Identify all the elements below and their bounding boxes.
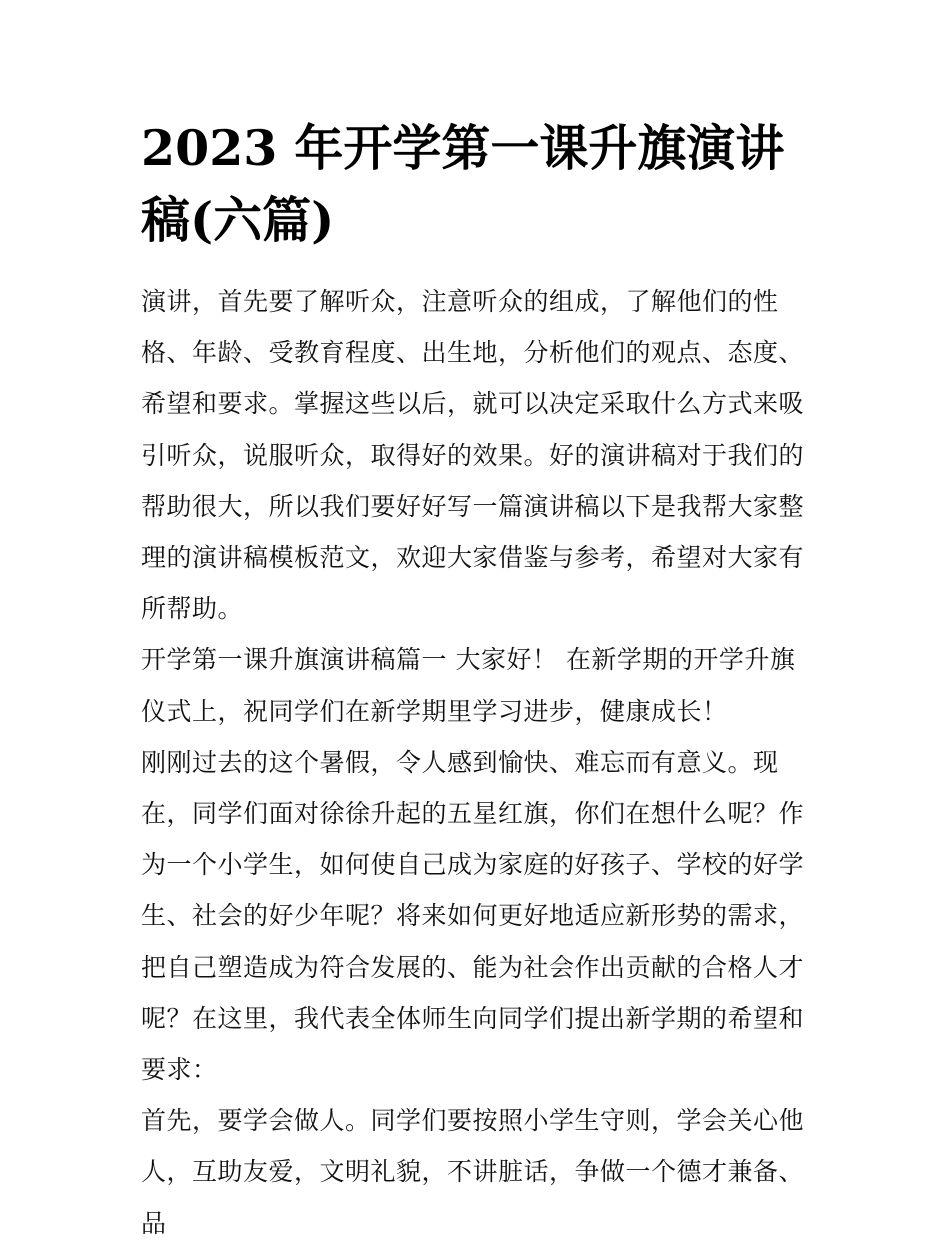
paragraph-greeting: 开学第一课升旗演讲稿篇一 大家好！ 在新学期的开学升旗仪式上，祝同学们在新学期里学习进步，健康成长！	[141, 645, 796, 726]
paragraph-first-point: 首先，要学会做人。同学们要按照小学生守则，学会关心他人，互助友爱，文明礼貌，不讲脏话，争做一个德才兼备、品	[141, 1106, 805, 1238]
document-body	[141, 276, 817, 1249]
document-title: 2023 年开学第一课升旗演讲稿(六篇)	[141, 119, 785, 249]
paragraph-summer: 刚刚过去的这个暑假，令人感到愉快、难忘而有意义。现在，同学们面对徐徐升起的五星红旗，你们在想什么呢？作为一个小学生，如何使自己成为家庭的好孩子、学校的好学生、社会的好少年呢？将来如何更好地适应新形势的需求，把自己塑造成为符合发展的、能为社会作出贡献的合格人才呢？在这里，我代表全体师生向同学们提出新学期的希望和要求：	[141, 747, 805, 1085]
paragraph-intro: 演讲，首先要了解听众，注意听众的组成，了解他们的性格、年龄、受教育程度、出生地，分析他们的观点、态度、希望和要求。掌握这些以后，就可以决定采取什么方式来吸引听众，说服听众，取得好的效果。好的演讲稿对于我们的帮助很大，所以我们要好好写一篇演讲稿以下是我帮大家整理的演讲稿模板范文，欢迎大家借鉴与参考，希望对大家有所帮助。	[141, 287, 805, 624]
